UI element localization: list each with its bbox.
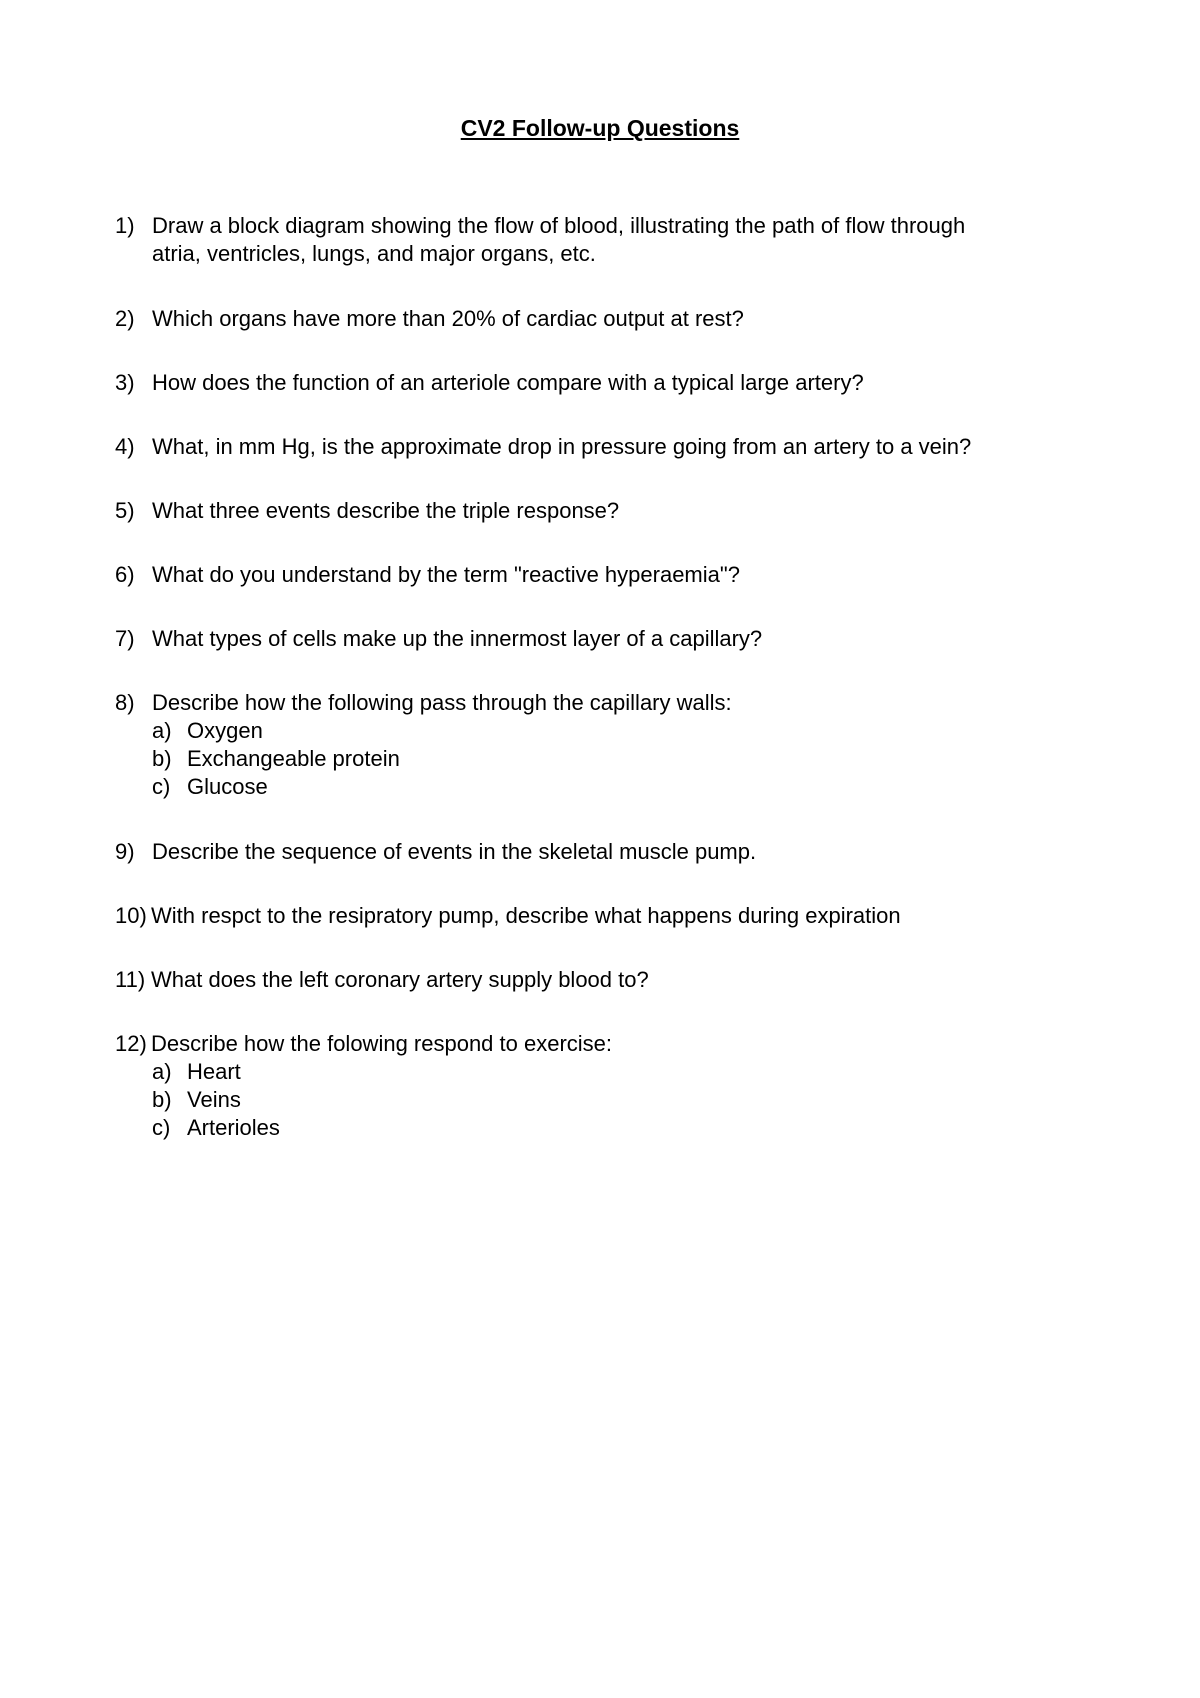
question-text: How does the function of an arteriole compare with a typical large artery? <box>152 370 864 395</box>
question-text: Describe how the following pass through the capillary walls: <box>152 690 732 715</box>
sub-item-text: Oxygen <box>187 718 263 743</box>
question-text: Draw a block diagram showing the flow of blood, illustrating the path of flow through atria, ventricles, lungs, and major organs, etc. <box>152 213 966 266</box>
question-text: What do you understand by the term "reactive hyperaemia"? <box>152 562 740 587</box>
question-number: 11) <box>115 967 146 992</box>
question-text: Which organs have more than 20% of cardiac output at rest? <box>152 306 744 331</box>
sub-item-text: Glucose <box>187 774 268 799</box>
sub-item-text: Veins <box>187 1087 241 1112</box>
sub-item-letter: b) <box>152 1087 172 1112</box>
page-title: CV2 Follow-up Questions <box>460 115 740 141</box>
question-number: 5) <box>115 498 135 523</box>
question-number: 3) <box>115 370 135 395</box>
question-text: What, in mm Hg, is the approximate drop in pressure going from an artery to a vein? <box>152 434 972 459</box>
sub-item-letter: b) <box>152 746 172 771</box>
question-number: 8) <box>115 690 135 715</box>
question-text: What types of cells make up the innermost layer of a capillary? <box>152 626 763 651</box>
question-number: 9) <box>115 839 135 864</box>
sub-item-text: Arterioles <box>187 1115 280 1140</box>
question-number: 4) <box>115 434 135 459</box>
question-text: Describe how the folowing respond to exercise: <box>151 1031 613 1056</box>
question-number: 10) <box>115 903 147 928</box>
question-text: What three events describe the triple response? <box>152 498 620 523</box>
sub-item-letter: c) <box>152 774 171 799</box>
question-number: 6) <box>115 562 135 587</box>
question-text: With respct to the resipratory pump, describe what happens during expiration <box>151 903 901 928</box>
question-number: 7) <box>115 626 135 651</box>
question-number: 12) <box>115 1031 147 1056</box>
question-number: 2) <box>115 306 135 331</box>
sub-item-text: Heart <box>187 1059 241 1084</box>
sub-item-letter: c) <box>152 1115 171 1140</box>
sub-item-text: Exchangeable protein <box>187 746 400 771</box>
question-text: Describe the sequence of events in the skeletal muscle pump. <box>152 839 757 864</box>
question-number: 1) <box>115 213 135 238</box>
sub-item-letter: a) <box>152 1059 172 1084</box>
sub-item-letter: a) <box>152 718 172 743</box>
question-text: What does the left coronary artery supply blood to? <box>151 967 649 992</box>
